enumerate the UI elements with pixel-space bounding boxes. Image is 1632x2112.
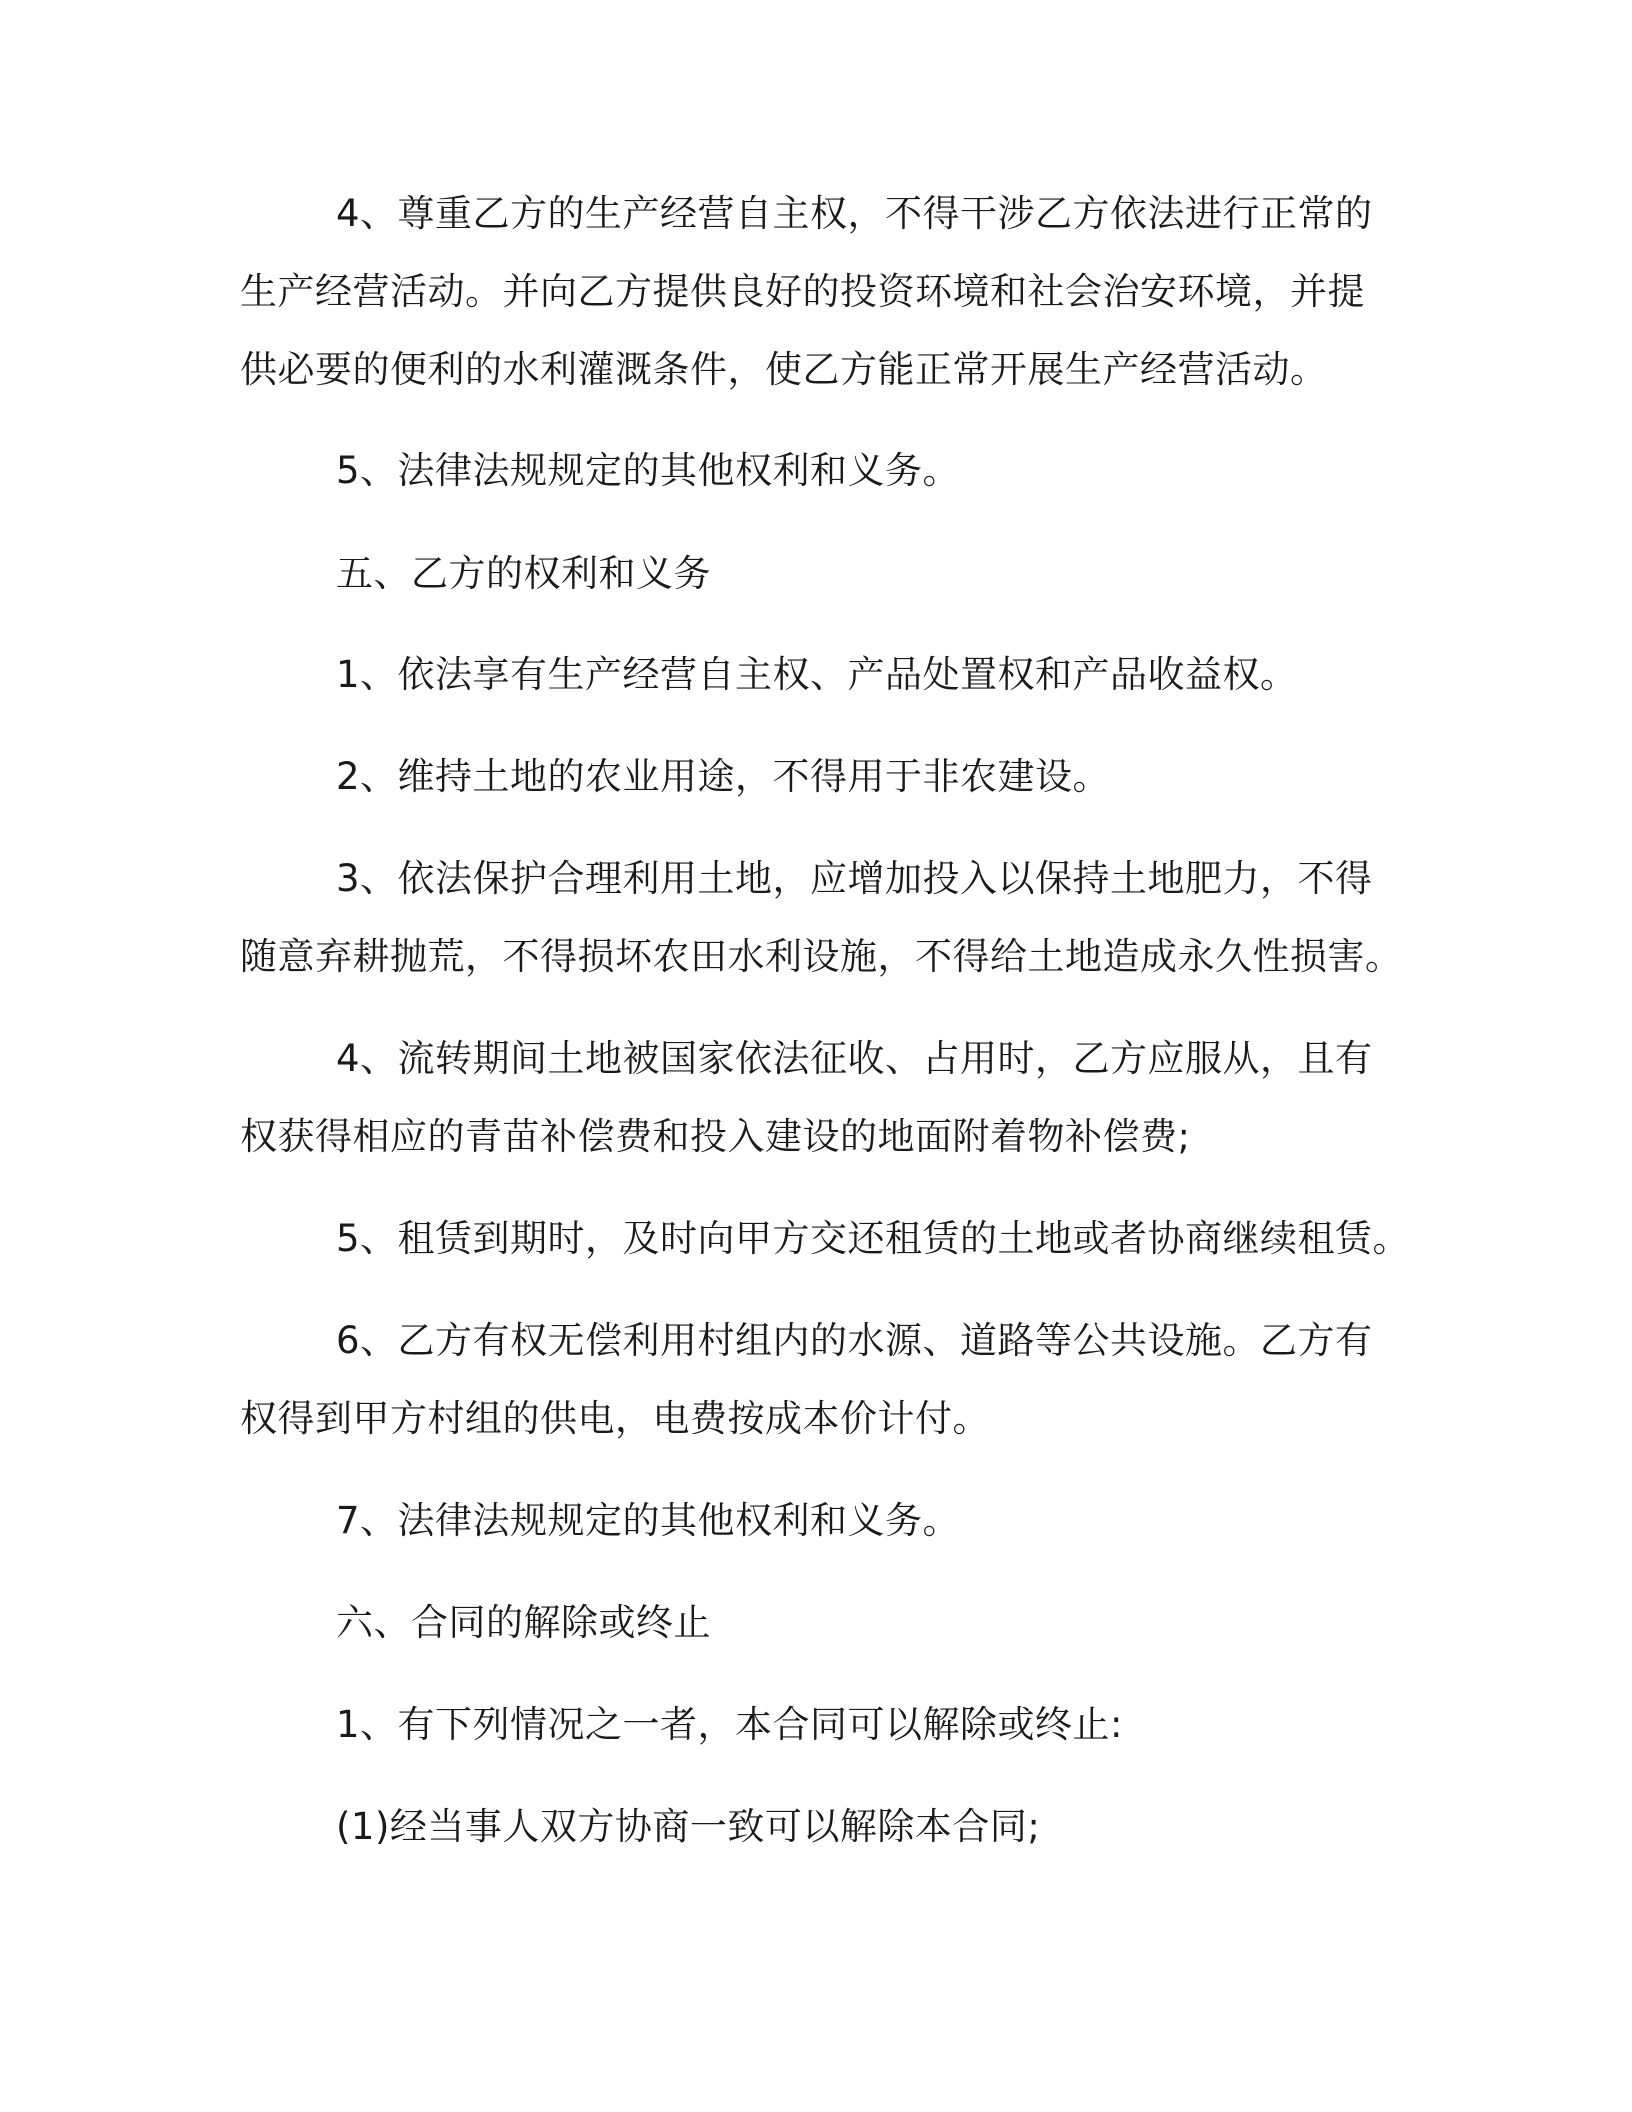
paragraph-line: 权获得相应的青苗补偿费和投入建设的地面附着物补偿费;: [240, 1115, 1191, 1158]
paragraph-line: 1、有下列情况之一者，本合同可以解除或终止:: [336, 1703, 1124, 1746]
paragraph-line: 权得到甲方村组的供电，电费按成本价计付。: [240, 1397, 990, 1440]
paragraph-line: 生产经营活动。并向乙方提供良好的投资环境和社会治安环境，并提: [240, 270, 1365, 313]
paragraph-line: 4、流转期间土地被国家依法征收、占用时，乙方应服从，且有: [336, 1037, 1373, 1080]
paragraph-line: 随意弃耕抛荒，不得损坏农田水利设施，不得给土地造成永久性损害。: [240, 935, 1403, 978]
paragraph-line: 5、法律法规规定的其他权利和义务。: [336, 449, 961, 492]
paragraph-line: 供必要的便利的水利灌溉条件，使乙方能正常开展生产经营活动。: [240, 348, 1328, 391]
paragraph-line: 7、法律法规规定的其他权利和义务。: [336, 1499, 961, 1542]
paragraph-line: 1、依法享有生产经营自主权、产品处置权和产品收益权。: [336, 653, 1298, 696]
section-heading: 六、合同的解除或终止: [336, 1601, 711, 1644]
paragraph-line: 3、依法保护合理利用土地，应增加投入以保持土地肥力，不得: [336, 857, 1373, 900]
paragraph-line: (1)经当事人双方协商一致可以解除本合同;: [336, 1805, 1041, 1848]
paragraph-line: 2、维持土地的农业用途，不得用于非农建设。: [336, 755, 1111, 798]
paragraph-line: 5、租赁到期时，及时向甲方交还租赁的土地或者协商继续租赁。: [336, 1217, 1411, 1260]
section-heading: 五、乙方的权利和义务: [336, 552, 711, 595]
paragraph-line: 4、尊重乙方的生产经营自主权，不得干涉乙方依法进行正常的: [336, 192, 1373, 235]
paragraph-line: 6、乙方有权无偿利用村组内的水源、道路等公共设施。乙方有: [336, 1319, 1373, 1362]
